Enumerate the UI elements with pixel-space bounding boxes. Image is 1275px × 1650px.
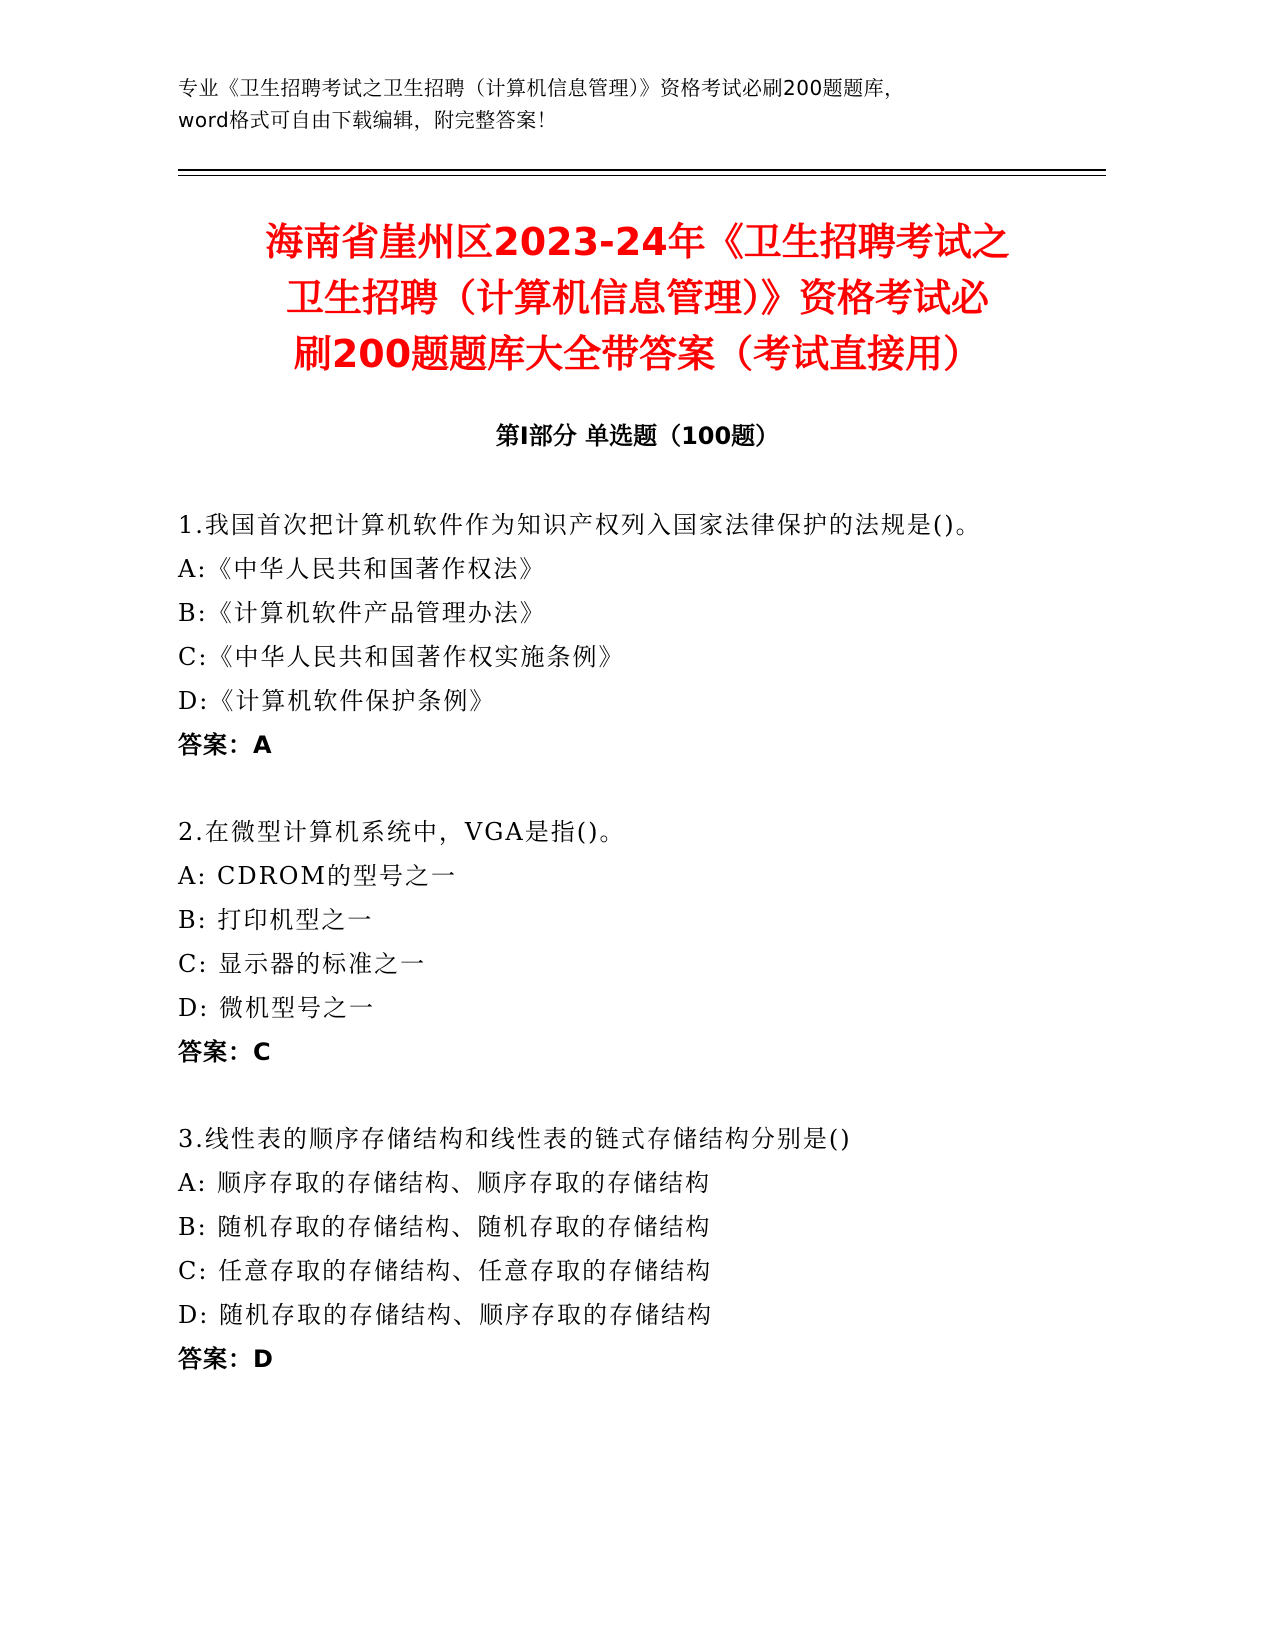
section-title: 第Ⅰ部分 单选题（100题） (495, 422, 780, 450)
option-d: D: 随机存取的存储结构、顺序存取的存储结构 (178, 1301, 713, 1329)
option-b: B:《计算机软件产品管理办法》 (178, 599, 546, 627)
question-2 (178, 810, 1118, 1074)
question-stem: 3.线性表的顺序存储结构和线性表的链式存储结构分别是() (178, 1125, 852, 1153)
document-title-line-3: 刷200题题库大全带答案（考试直接用） (293, 332, 982, 376)
header-note-line-1: 专业《卫生招聘考试之卫生招聘（计算机信息管理）》资格考试必刷200题题库， (178, 76, 905, 100)
question-3 (178, 1117, 1118, 1381)
option-b: B: 打印机型之一 (178, 906, 374, 934)
question-1 (178, 503, 1118, 767)
option-d: D: 微机型号之一 (178, 994, 375, 1022)
option-d: D:《计算机软件保护条例》 (178, 687, 496, 715)
option-c: C: 任意存取的存储结构、任意存取的存储结构 (178, 1257, 713, 1285)
question-stem: 1.我国首次把计算机软件作为知识产权列入国家法律保护的法规是()。 (178, 511, 982, 539)
question-stem: 2.在微型计算机系统中，VGA是指()。 (178, 818, 626, 846)
header-note (178, 72, 1108, 136)
option-a: A: CDROM的型号之一 (178, 862, 457, 890)
option-b: B: 随机存取的存储结构、随机存取的存储结构 (178, 1213, 712, 1241)
header-divider-thin (178, 175, 1106, 176)
option-c: C: 显示器的标准之一 (178, 950, 427, 978)
answer: 答案：D (178, 1345, 274, 1373)
header-note-line-2: word格式可自由下载编辑，附完整答案！ (178, 108, 558, 132)
header-divider-thick (178, 169, 1106, 171)
answer: 答案：C (178, 1038, 272, 1066)
option-a: A: 顺序存取的存储结构、顺序存取的存储结构 (178, 1169, 712, 1197)
document-title-line-1: 海南省崖州区2023-24年《卫生招聘考试之 (265, 220, 1010, 264)
document-title-line-2: 卫生招聘（计算机信息管理）》资格考试必 (285, 276, 989, 320)
option-c: C:《中华人民共和国著作权实施条例》 (178, 643, 625, 671)
question-list (178, 503, 1118, 1381)
document-title (150, 214, 1125, 382)
answer: 答案：A (178, 731, 273, 759)
option-a: A:《中华人民共和国著作权法》 (178, 555, 546, 583)
